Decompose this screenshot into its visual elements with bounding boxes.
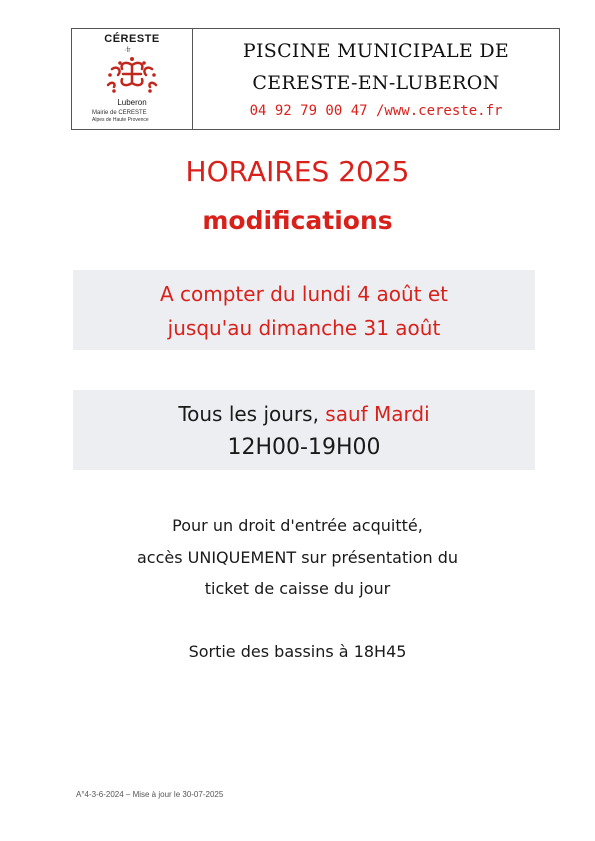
exit-notice: Sortie des bassins à 18H45 (188, 642, 407, 661)
pool-title-line-2: CERESTE-EN-LUBERON (252, 72, 500, 94)
period-line-1: A compter du lundi 4 août et (159, 282, 449, 306)
notice-line-3: ticket de caisse du jour (204, 579, 391, 598)
logo-fr: ·fr (124, 47, 131, 54)
logo-tagline (92, 110, 149, 124)
logo-region: Luberon (117, 98, 147, 107)
notice-line-2: accès UNIQUEMENT sur présentation du (136, 548, 458, 567)
period-line-2: jusqu'au dimanche 31 août (167, 316, 441, 340)
schedule-hours: 12H00-19H00 (227, 435, 381, 460)
schedule-box (73, 390, 535, 470)
contact-line: 04 92 79 00 47 /www.cereste.fr (249, 103, 503, 119)
occitan-cross-icon (100, 51, 164, 97)
schedule-days: Tous les jours, (178, 402, 319, 426)
logo-tag-line-1: Mairie de CERESTE (92, 110, 147, 116)
footnote: A°4-3-6-2024 – Mise à jour le 30-07-2025 (76, 790, 224, 799)
schedule-exception: sauf Mardi (325, 402, 430, 426)
page-subtitle: modifications (202, 206, 393, 235)
logo-tag-line-2: Alpes de Haute Provence (92, 117, 149, 123)
pool-title-line-1: PISCINE MUNICIPALE DE (242, 40, 510, 62)
logo-name: CÉRESTE (104, 33, 160, 45)
logo (72, 29, 193, 129)
notice-line-1: Pour un droit d'entrée acquitté, (172, 516, 423, 535)
page-title: HORAIRES 2025 (185, 155, 410, 188)
schedule-days-line (73, 398, 535, 430)
header-box (71, 28, 560, 130)
period-box (73, 270, 535, 350)
header-title-cell (193, 29, 559, 129)
